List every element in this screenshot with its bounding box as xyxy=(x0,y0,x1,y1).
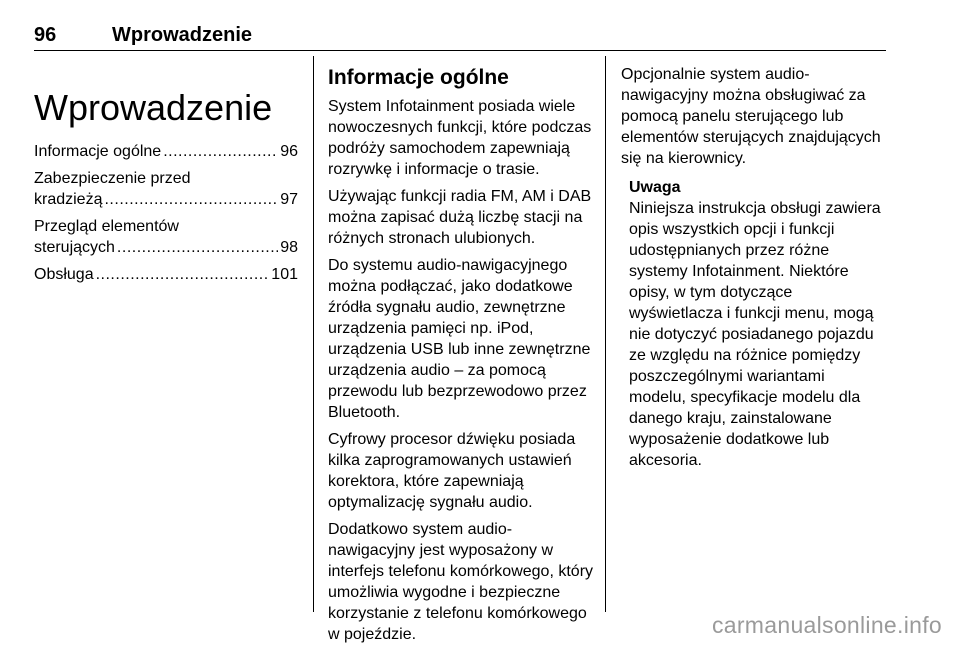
toc-leader-dots xyxy=(96,264,270,285)
section-heading: Informacje ogólne xyxy=(328,66,509,89)
paragraph xyxy=(328,429,594,513)
toc-line xyxy=(34,141,298,162)
toc-line xyxy=(34,237,298,258)
paragraph-line: umożliwia wygodne i bezpieczne xyxy=(328,584,561,601)
paragraph-line: przewodu lub bezprzewodowo przez xyxy=(328,383,587,400)
toc-page-number: 96 xyxy=(280,143,298,160)
toc-line xyxy=(34,189,298,210)
note-line: ze względu na różnice pomiędzy xyxy=(629,347,861,364)
toc-entry[interactable] xyxy=(34,168,298,210)
toc-entry[interactable] xyxy=(34,141,298,162)
toc-entry-title: Przegląd elementów xyxy=(34,218,179,235)
paragraph-line: różnych stronach ulubionych. xyxy=(328,230,536,247)
section-body xyxy=(328,96,594,645)
paragraph-line: interfejs telefonu komórkowego, który xyxy=(328,563,594,580)
toc-line xyxy=(34,264,298,285)
toc-entry-title: kradzieżą xyxy=(34,191,103,208)
running-title: Wprowadzenie xyxy=(112,24,253,46)
text-column-middle xyxy=(328,64,594,651)
toc-entry-title: Obsługa xyxy=(34,266,94,283)
paragraph-line: urządzenia USB lub inne zewnętrzne xyxy=(328,341,591,358)
page-header xyxy=(34,22,886,51)
note-line: opis wszystkich opcji i funkcji xyxy=(629,221,835,238)
note-box xyxy=(629,177,886,471)
note-line: Niniejsza instrukcja obsługi zawiera xyxy=(629,200,881,217)
note-text xyxy=(629,198,886,471)
toc-leader-dots xyxy=(104,189,278,210)
toc-entry[interactable] xyxy=(34,264,298,285)
paragraph-line: można zapisać dużą liczbę stacji na xyxy=(328,209,583,226)
paragraph-line: kilka zaprogramowanych ustawień xyxy=(328,452,572,469)
paragraph-line: można podłączać, jako dodatkowe xyxy=(328,278,573,295)
paragraph-line: w pojeździe. xyxy=(328,626,417,643)
paragraph-line: elementów sterujących znajdujących xyxy=(621,129,881,146)
paragraph-line: Opcjonalnie system audio- xyxy=(621,66,810,83)
note-line: systemy Infotainment. Niektóre xyxy=(629,263,849,280)
paragraph-line: rozrywkę i informacje o trasie. xyxy=(328,161,540,178)
paragraph xyxy=(328,186,594,249)
paragraph-line: optymalizację sygnału audio. xyxy=(328,494,533,511)
note-line: akcesoria. xyxy=(629,452,702,469)
paragraph-line: się na kierownicy. xyxy=(621,150,747,167)
note-line: poszczególnymi wariantami xyxy=(629,368,825,385)
paragraph-line: nawigacyjny można obsługiwać za xyxy=(621,87,866,104)
note-line: opisy, w tym dotyczące xyxy=(629,284,793,301)
paragraph-line: urządzenia audio – za pomocą xyxy=(328,362,546,379)
paragraph-line: Używając funkcji radia FM, AM i DAB xyxy=(328,188,592,205)
paragraph-line: urządzenia pamięci np. iPod, xyxy=(328,320,534,337)
note-line: wyświetlacza i funkcji menu, mogą xyxy=(629,305,874,322)
note-title: Uwaga xyxy=(629,179,681,196)
text-column-right xyxy=(621,64,886,471)
paragraph-line: podróży samochodem zapewniają xyxy=(328,140,570,157)
note-line: modelu, specyfikacje modelu dla xyxy=(629,389,861,406)
paragraph xyxy=(328,96,594,180)
note-line: nie dotyczyć posiadanego pojazdu xyxy=(629,326,874,343)
toc-entry[interactable] xyxy=(34,216,298,258)
toc-page-number: 98 xyxy=(280,239,298,256)
toc-page-number: 101 xyxy=(271,266,298,283)
toc-entry-title: sterujących xyxy=(34,239,115,256)
table-of-contents xyxy=(34,141,298,291)
toc-line xyxy=(34,168,298,189)
note-line: wyposażenie dodatkowe lub xyxy=(629,431,830,448)
paragraph-line: pomocą panelu sterującego lub xyxy=(621,108,844,125)
paragraph-line: korzystanie z telefonu komórkowego xyxy=(328,605,587,622)
paragraph-line: Bluetooth. xyxy=(328,404,401,421)
paragraph-line: nowoczesnych funkcji, które podczas xyxy=(328,119,592,136)
column-divider-right xyxy=(605,56,606,612)
note-line: udostępnianych przez różne xyxy=(629,242,830,259)
paragraph xyxy=(328,255,594,423)
paragraph-line: Cyfrowy procesor dźwięku posiada xyxy=(328,431,576,448)
column-divider-left xyxy=(313,56,314,612)
section-body-continued xyxy=(621,64,886,169)
toc-leader-dots xyxy=(117,237,278,258)
chapter-title: Wprowadzenie xyxy=(34,87,273,129)
toc-leader-dots xyxy=(163,141,278,162)
paragraph-line: Do systemu audio-nawigacyjnego xyxy=(328,257,568,274)
toc-entry-title: Informacje ogólne xyxy=(34,143,162,160)
paragraph-line: nawigacyjny jest wyposażony w xyxy=(328,542,553,559)
paragraph xyxy=(621,64,886,169)
watermark: carmanualsonline.info xyxy=(711,612,942,638)
toc-page-number: 97 xyxy=(280,191,298,208)
paragraph-line: korektora, które zapewniają xyxy=(328,473,524,490)
toc-line xyxy=(34,216,298,237)
paragraph-line: Dodatkowo system audio- xyxy=(328,521,513,538)
paragraph-line: źródła sygnału audio, zewnętrzne xyxy=(328,299,566,316)
note-line: danego kraju, zainstalowane xyxy=(629,410,832,427)
toc-entry-title: Zabezpieczenie przed xyxy=(34,170,191,187)
page-number: 96 xyxy=(34,24,57,46)
paragraph xyxy=(328,519,594,645)
paragraph-line: System Infotainment posiada wiele xyxy=(328,98,576,115)
